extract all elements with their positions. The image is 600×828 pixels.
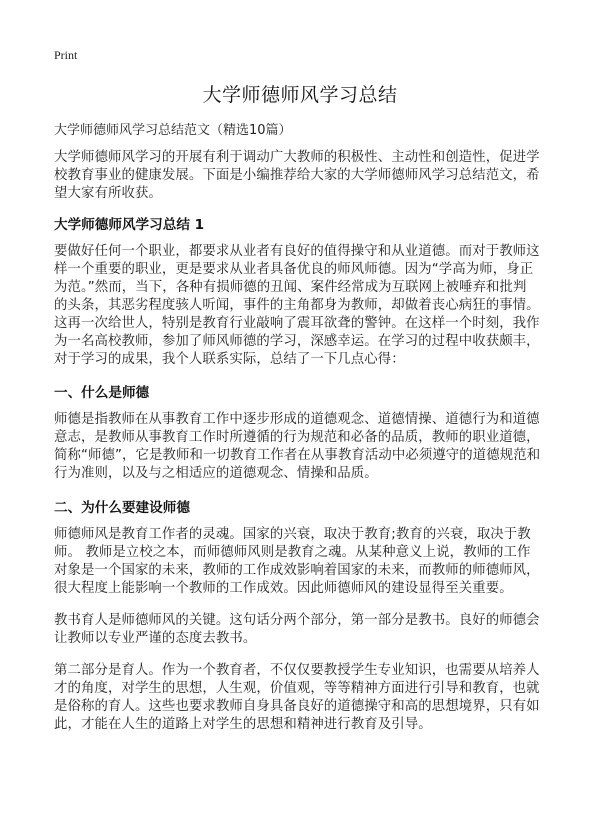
text-line: 为范。”然而，当下，各种有损师德的丑闻、案件经常成为互联网上被唾弃和批判 (54, 280, 527, 295)
part2-paragraph-1 (54, 526, 554, 598)
text-line: 简称“师德”，它是教师和一切教育工作者在从事教育活动中必须遵守的道德规范和 (54, 448, 541, 463)
text-line: 此，才能在人生的道路上对学生的思想和精神进行教育及引导。 (54, 717, 432, 732)
part1-heading: 一、什么是师德 (54, 385, 150, 401)
text-line: 师。 教师是立校之本，而师德师风则是教育之魂。从某种意义上说，教师的工作 (54, 545, 531, 560)
part1-paragraph (54, 411, 554, 483)
text-line: 第二部分是育人。作为一个教育者，不仅仅要教授学生专业知识，也需要从培养人 (54, 663, 540, 678)
text-line: 教书育人是师德师风的关键。这句话分两个部分，第一部分是教书。良好的师德会 (54, 613, 540, 628)
text-line: 为一名高校教师，参加了师风师德的学习，深感幸运。在学习的过程中收获颇丰， (54, 334, 540, 349)
text-line: 大学师德师风学习的开展有利于调动广大教师的积极性、主动性和创造性，促进学 (54, 150, 540, 165)
part2-heading: 二、为什么要建设师德 (54, 500, 190, 516)
text-line: 要做好任何一个职业，都要求从业者有良好的值得操守和从业道德。而对于教师这 (54, 244, 540, 259)
page-title: 大学师德师风学习总结 (202, 84, 398, 106)
section1-paragraph (54, 243, 554, 369)
text-line: 师德是指教师在从事教育工作中逐步形成的道德观念、道德情操、道德行为和道德 (54, 412, 540, 427)
text-line: 望大家有所收获。 (54, 186, 162, 201)
print-label: Print (54, 48, 78, 62)
text-line: 让教师以专业严谨的态度去教书。 (54, 631, 257, 646)
text-line: 样一个重要的职业，更是要求从业者具备优良的师风师德。因为“学高为师，身正 (54, 262, 534, 277)
text-line: 这再一次给世人，特别是教育行业敲响了震耳欲聋的警钟。在这样一个时刻，我作 (54, 316, 540, 331)
intro-paragraph (54, 149, 554, 203)
part2-paragraph-2 (54, 612, 554, 648)
section-heading-1: 大学师德师风学习总结 1 (54, 217, 205, 233)
text-line: 师德师风是教育工作者的灵魂。国家的兴衰，取决于教育;教育的兴衰，取决于教 (54, 527, 531, 542)
text-line: 行为准则，以及与之相适应的道德观念、情操和品质。 (54, 466, 378, 481)
text-line: 对于学习的成果，我个人联系实际，总结了一下几点心得： (54, 352, 405, 367)
text-line: 的头条，其恶劣程度骇人听闻，事件的主角都身为教师，却做着丧心病狂的事情。 (54, 298, 540, 313)
text-line: 是俗称的育人。这些也要求教师自身具备良好的道德操守和高的思想境界，只有如 (54, 699, 540, 714)
text-line: 对象是一个国家的未来，教师的工作成效影响着国家的未来，而教师的师德师风， (54, 563, 540, 578)
document-subtitle: 大学师德师风学习总结范文（精选10篇） (54, 123, 292, 138)
part2-paragraph-3 (54, 662, 554, 734)
text-line: 校教育事业的健康发展。下面是小编推荐给大家的大学师德师风学习总结范文，希 (54, 168, 540, 183)
text-line: 意志，是教师从事教育工作时所遵循的行为规范和必备的品质，教师的职业道德， (54, 430, 540, 445)
text-line: 很大程度上能影响一个教师的工作成效。因此师德师风的建设显得至关重要。 (54, 581, 513, 596)
text-line: 才的角度，对学生的思想，人生观，价值观，等等精神方面进行引导和教育，也就 (54, 681, 540, 696)
